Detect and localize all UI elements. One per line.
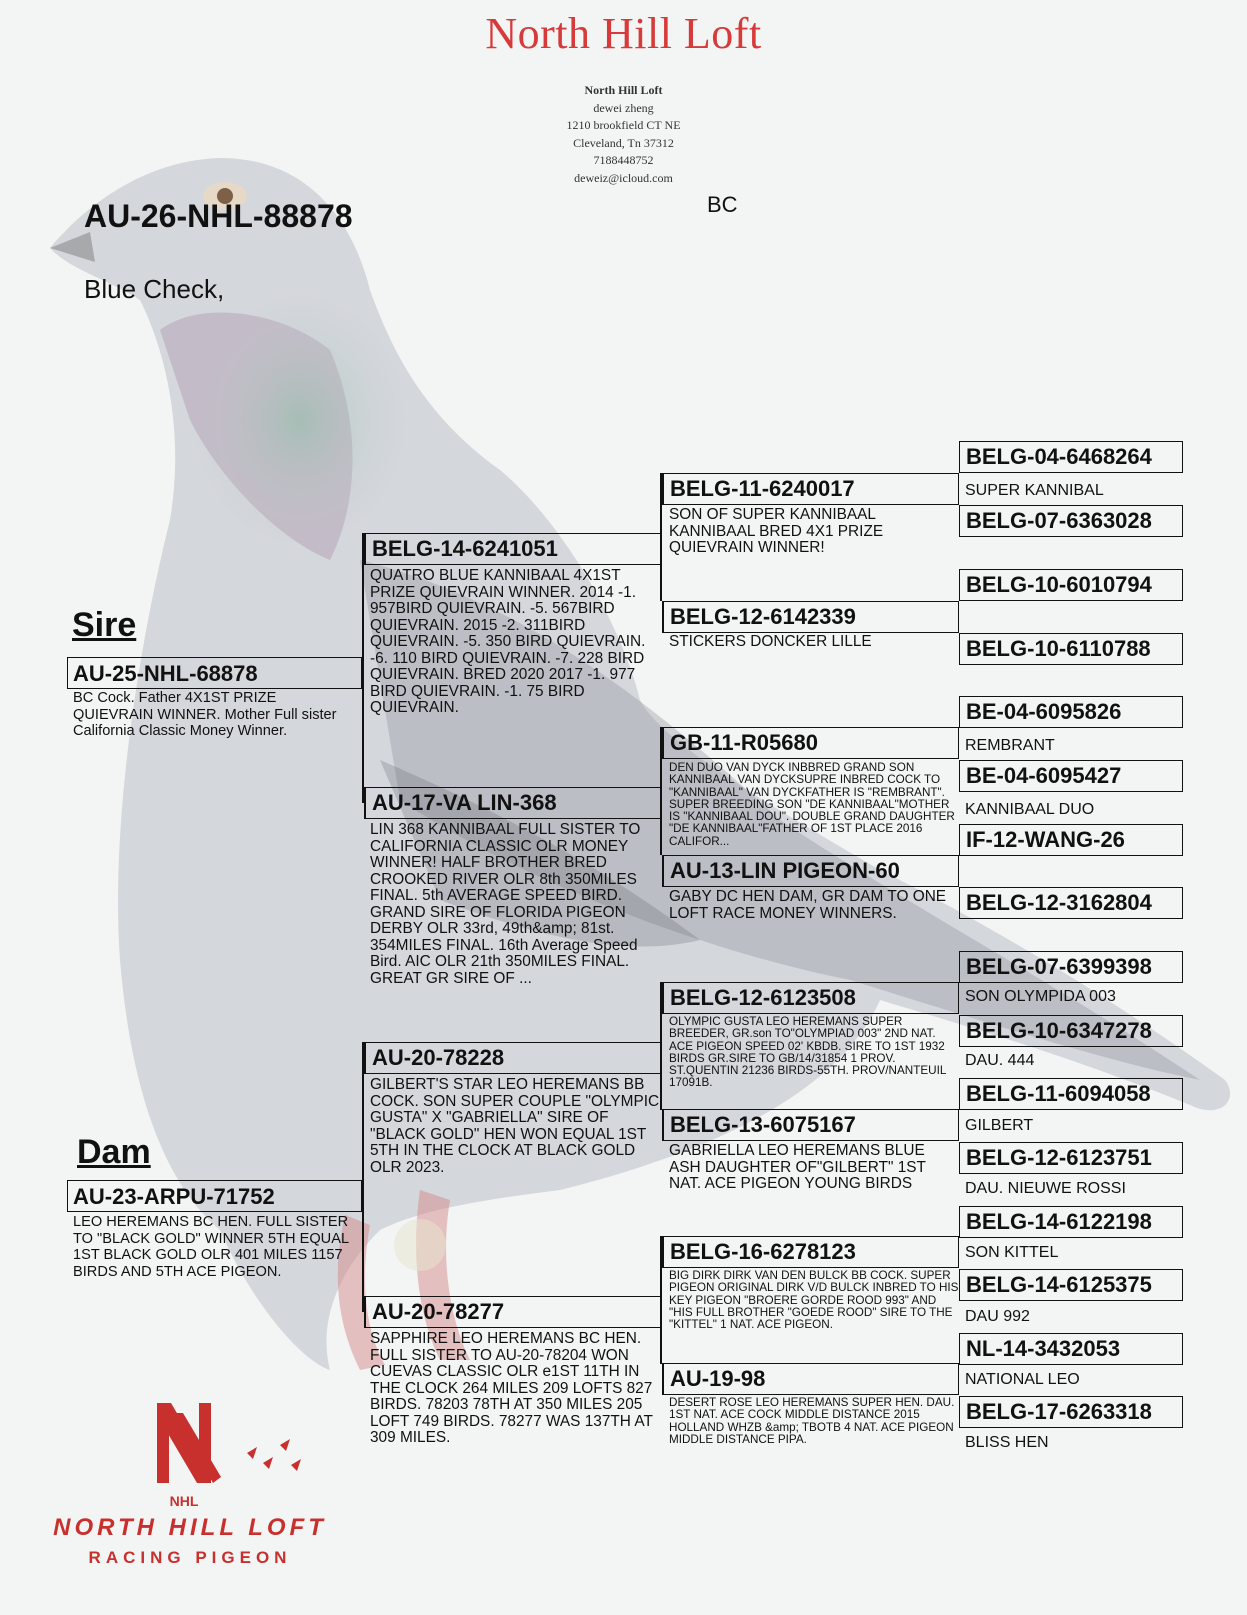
grandsire-band: BELG-14-6241051 bbox=[364, 533, 662, 565]
dam-band: AU-23-ARPU-71752 bbox=[67, 1180, 362, 1212]
granddam-description: SAPPHIRE LEO HEREMANS BC HEN. FULL SISTER TO AU-20-78204 WON CUEVAS CLASSIC OLR e1ST 11TH IN THE CLOCK 264 MILES 209 LOFTS 827 BIRDS. 78203 78TH AT 350 MILES 205 LOFT 749 BIRDS. 78277 WAS 137TH AT 309 MILES. bbox=[370, 1331, 653, 1446]
ancestor-band: BELG-12-6123751 bbox=[959, 1142, 1183, 1174]
connector-line bbox=[362, 1042, 364, 1312]
granddam-description: LIN 368 KANNIBAAL FULL SISTER TO CALIFORNIA CLASSIC OLR MONEY WINNER! HALF BROTHER BRED CROOKED RIVER OLR 8th 350MILES FINAL. 5th AVERAGE SPEED BIRD. GRAND SIRE OF FLORIDA PIGEON DERBY OLR 33rd, 49th&amp; 81st. 354MILES FINAL. 16th Average Speed Bird. AIC OLR 21th 350MILES FINAL. GREAT GR SIRE OF ... bbox=[370, 822, 641, 987]
great-grandparent-band: BELG-16-6278123 bbox=[662, 1236, 959, 1268]
ancestor-band: BE-04-6095427 bbox=[959, 760, 1183, 792]
grandsire-description: GILBERT'S STAR LEO HEREMANS BB COCK. SON SUPER COUPLE "OLYMPIC GUSTA" X "GABRIELLA" SIRE OF "BLACK GOLD" HEN WON EQUAL 1ST 5TH IN THE CLOCK AT BLACK GOLD OLR 2023. bbox=[370, 1077, 660, 1176]
great-grandparent-band: BELG-11-6240017 bbox=[662, 473, 959, 505]
ancestor-band: BELG-11-6094058 bbox=[959, 1078, 1183, 1110]
great-grandparent-description: STICKERS DONCKER LILLE bbox=[669, 634, 872, 650]
ancestor-name: SON OLYMPIDA 003 bbox=[965, 988, 1116, 1005]
ancestor-name: KANNIBAAL DUO bbox=[965, 801, 1095, 818]
sire-heading: Sire bbox=[72, 606, 137, 644]
granddam-band: AU-20-78277 bbox=[364, 1296, 662, 1328]
ancestor-band: BELG-17-6263318 bbox=[959, 1396, 1183, 1428]
contact-block bbox=[0, 82, 1247, 187]
great-grandparent-band: BELG-12-6142339 bbox=[662, 601, 959, 633]
grandsire-band: AU-20-78228 bbox=[364, 1042, 662, 1074]
great-grandparent-band: BELG-12-6123508 bbox=[662, 982, 959, 1014]
ancestor-band: BELG-14-6122198 bbox=[959, 1206, 1183, 1238]
ancestor-band: BELG-14-6125375 bbox=[959, 1269, 1183, 1301]
connector-line bbox=[362, 533, 364, 803]
ancestor-name: DAU 992 bbox=[965, 1308, 1030, 1325]
logo-name-text: NORTH HILL LOFT bbox=[53, 1514, 327, 1541]
ancestor-band: BELG-04-6468264 bbox=[959, 441, 1183, 473]
logo-monogram-icon bbox=[157, 1403, 301, 1483]
ancestor-name: GILBERT bbox=[965, 1117, 1034, 1134]
ancestor-name: NATIONAL LEO bbox=[965, 1371, 1080, 1388]
ancestor-band: BELG-10-6347278 bbox=[959, 1015, 1183, 1047]
ancestor-name: BLISS HEN bbox=[965, 1434, 1049, 1451]
contact-person: dewei zheng bbox=[593, 100, 654, 115]
ancestor-band: NL-14-3432053 bbox=[959, 1333, 1183, 1365]
ancestor-band: BELG-10-6010794 bbox=[959, 569, 1183, 601]
great-grandparent-band: BELG-13-6075167 bbox=[662, 1109, 959, 1141]
ancestor-band: BELG-07-6399398 bbox=[959, 951, 1183, 983]
north-hill-loft-logo bbox=[25, 1393, 365, 1573]
great-grandparent-band: AU-19-98 bbox=[662, 1363, 959, 1395]
great-grandparent-description: BIG DIRK DIRK VAN DEN BULCK BB COCK. SUPER PIGEON ORIGINAL DIRK V/D BULCK INBRED TO HIS KEY PIGEON "BROERE GORDE ROOD 993" AND "HIS FULL BROTHER "GOEDE ROOD" SIRE TO THE "KITTEL" 1 NAT. ACE PIGEON. bbox=[669, 1270, 959, 1332]
loft-title: North Hill Loft bbox=[485, 9, 762, 58]
sire-band: AU-25-NHL-68878 bbox=[67, 657, 362, 689]
great-grandparent-description: GABY DC HEN DAM, GR DAM TO ONE LOFT RACE MONEY WINNERS. bbox=[669, 889, 947, 922]
great-grandparent-description: GABRIELLA LEO HEREMANS BLUE ASH DAUGHTER OF"GILBERT" 1ST NAT. ACE PIGEON YOUNG BIRDS bbox=[669, 1143, 926, 1192]
ancestor-band: IF-12-WANG-26 bbox=[959, 824, 1183, 856]
dam-heading: Dam bbox=[77, 1133, 151, 1171]
ancestor-band: BELG-12-3162804 bbox=[959, 887, 1183, 919]
ancestor-band: BE-04-6095826 bbox=[959, 696, 1183, 728]
ancestor-name: DAU. NIEUWE ROSSI bbox=[965, 1180, 1126, 1197]
contact-address: 1210 brookfield CT NE bbox=[566, 118, 681, 132]
contact-city: Cleveland, Tn 37312 bbox=[573, 135, 674, 150]
contact-phone: 7188448752 bbox=[593, 153, 654, 167]
contact-name: North Hill Loft bbox=[584, 83, 663, 97]
ancestor-name: REMBRANT bbox=[965, 737, 1055, 754]
great-grandparent-description: OLYMPIC GUSTA LEO HEREMANS SUPER BREEDER, GR.son TO"OLYMPIAD 003" 2ND NAT. ACE PIGEON SPEED 02' KBDB. SIRE TO 1ST 1932 BIRDS GR.SIRE TO GB/14/31854 1 PROV. ST.QUENTIN 21236 BIRDS-55TH. PROV/NANTEUIL 17091B. bbox=[669, 1016, 946, 1090]
bird-band-number: AU-26-NHL-88878 bbox=[84, 198, 353, 234]
ancestor-name: SUPER KANNIBAL bbox=[965, 482, 1104, 499]
ancestor-name: DAU. 444 bbox=[965, 1052, 1035, 1069]
great-grandparent-band: GB-11-R05680 bbox=[662, 727, 959, 759]
great-grandparent-description: DESERT ROSE LEO HEREMANS SUPER HEN. DAU. 1ST NAT. ACE COCK MIDDLE DISTANCE 2015 HOLLAND WHZB &amp; TBOTB 4 NAT. ACE PIGEON MIDDLE DISTANCE PIPA. bbox=[669, 1397, 955, 1446]
ancestor-band: BELG-07-6363028 bbox=[959, 505, 1183, 537]
bird-color: Blue Check, bbox=[84, 274, 225, 304]
grandsire-description: QUATRO BLUE KANNIBAAL 4X1ST PRIZE QUIEVRAIN WINNER. 2014 -1. 957BIRD QUIEVRAIN. -5. 567BIRD QUIEVRAIN. 2015 -2. 311BIRD QUIEVRAIN. -5. 350 BIRD QUIEVRAIN. -6. 110 BIRD QUIEVRAIN. -7. 228 BIRD QUIEVRAIN. BRED 2020 2017 -1. 977 BIRD QUIEVRAIN. -1. 75 BIRD QUIEVRAIN. bbox=[370, 568, 646, 716]
logo-monogram-text: NHL bbox=[169, 1493, 199, 1509]
great-grandparent-description: SON OF SUPER KANNIBAAL KANNIBAAL BRED 4X1 PRIZE QUIEVRAIN WINNER! bbox=[669, 507, 884, 556]
contact-email: deweiz@icloud.com bbox=[574, 170, 673, 185]
great-grandparent-description: DEN DUO VAN DYCK INBBRED GRAND SON KANNIBAAL VAN DYCKSUPRE INBRED COCK TO "KANNIBAAL" VAN DYCKFATHER IS "REMBRANT". SUPER BREEDING SON "DE KANNIBAAL"MOTHER IS "KANNIBAAL DOU". DOUBLE GRAND DAUGHTER "DE KANNIBAAL"FATHER OF 1ST PLACE 2016 CALIFOR... bbox=[669, 762, 955, 847]
sire-description: BC Cock. Father 4X1ST PRIZE QUIEVRAIN WINNER. Mother Full sister California Classic Money Winner. bbox=[73, 690, 337, 739]
ancestor-name: SON KITTEL bbox=[965, 1244, 1059, 1261]
great-grandparent-band: AU-13-LIN PIGEON-60 bbox=[662, 855, 959, 887]
dam-description: LEO HEREMANS BC HEN. FULL SISTER TO "BLACK GOLD" WINNER 5TH EQUAL 1ST BLACK GOLD OLR 401 MILES 1157 BIRDS AND 5TH ACE PIGEON. bbox=[73, 1214, 349, 1280]
logo-tagline-text: RACING PIGEON bbox=[88, 1548, 292, 1567]
granddam-band: AU-17-VA LIN-368 bbox=[364, 787, 662, 819]
ancestor-band: BELG-10-6110788 bbox=[959, 633, 1183, 665]
bird-color-code: BC bbox=[707, 192, 738, 217]
